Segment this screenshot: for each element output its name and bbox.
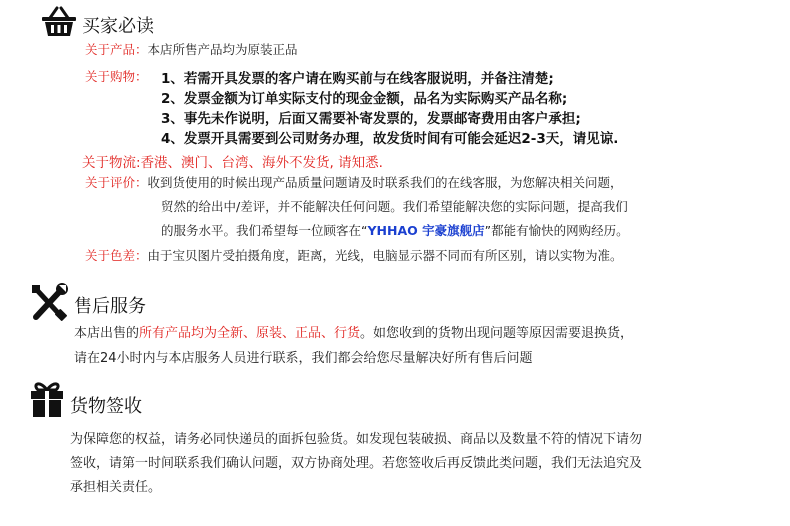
purchase-item: 4、发票开具需要到公司财务办理，故发货时间有可能会延迟2-3天，请见谅. bbox=[161, 131, 619, 147]
logistics-text: 香港、澳门、台湾、海外不发货, 请知悉. bbox=[140, 155, 383, 171]
purchase-label: 关于购物： bbox=[85, 69, 148, 84]
after-sales-line-1-end: 。如您收到的货物出现问题等原因需要退换货， bbox=[360, 326, 634, 341]
after-sales-line-2: 请在24小时内与本店服务人员进行联系，我们都会给您尽量解决好所有售后问题 bbox=[74, 351, 533, 366]
review-line-2: 贸然的给出中/差评，并不能解决任何问题。我们希望能解决您的实际问题，提高我们 bbox=[161, 199, 628, 214]
product-label: 关于产品： bbox=[85, 42, 148, 57]
review-label: 关于评价： bbox=[85, 175, 148, 190]
purchase-item: 3、事先未作说明，后面又需要补寄发票的，发票邮寄费用由客户承担; bbox=[161, 111, 581, 127]
after-sales-line-1-start: 本店出售的 bbox=[74, 326, 140, 341]
receipt-line-2: 签收，请第一时间联系我们确认问题，双方协商处理。若您签收后再反馈此类问题，我们无法追究及 bbox=[70, 456, 643, 471]
brand-name: YHHAO 宇豪旗舰店 bbox=[367, 223, 485, 238]
section-title-buyer-notice: 买家必读 bbox=[82, 16, 154, 37]
purchase-label-row bbox=[85, 67, 148, 85]
product-text: 本店所售产品均为原装正品 bbox=[147, 42, 298, 57]
review-row bbox=[85, 175, 623, 191]
color-label: 关于色差： bbox=[85, 248, 148, 263]
review-line-1: 收到货使用的时候出现产品质量问题请及时联系我们的在线客服，为您解决相关问题， bbox=[147, 175, 623, 190]
section-title-after-sales: 售后服务 bbox=[74, 296, 146, 317]
review-line-3-end: ”都能有愉快的网购经历。 bbox=[484, 223, 629, 238]
gift-icon bbox=[30, 380, 64, 418]
purchase-item: 1、若需开具发票的客户请在购买前与在线客服说明，并备注清楚; bbox=[161, 71, 554, 87]
basket-icon bbox=[40, 6, 78, 38]
after-sales-line-1 bbox=[74, 322, 633, 341]
product-row bbox=[85, 42, 298, 58]
logistics-label: 关于物流: bbox=[82, 155, 141, 171]
receipt-line-3: 承担相关责任。 bbox=[70, 480, 162, 495]
logistics-row bbox=[82, 151, 383, 171]
purchase-item: 2、发票金额为订单实际支付的现金金额，品名为实际购买产品名称; bbox=[161, 91, 568, 107]
color-text: 由于宝贝图片受拍摄角度，距离，光线，电脑显示器不同而有所区别，请以实物为准。 bbox=[147, 248, 623, 263]
section-title-receipt: 货物签收 bbox=[70, 396, 142, 417]
review-line-3 bbox=[161, 223, 629, 239]
after-sales-highlight: 所有产品均为全新、原装、正品、行货 bbox=[139, 326, 361, 341]
receipt-line-1: 为保障您的权益，请务必同快递员的面拆包验货。如发现包装破损、商品以及数量不符的情况下请勿 bbox=[70, 432, 643, 447]
color-row bbox=[85, 248, 623, 264]
review-line-3-start: 的服务水平。我们希望每一位顾客在“ bbox=[161, 223, 368, 238]
tools-icon bbox=[30, 283, 70, 321]
